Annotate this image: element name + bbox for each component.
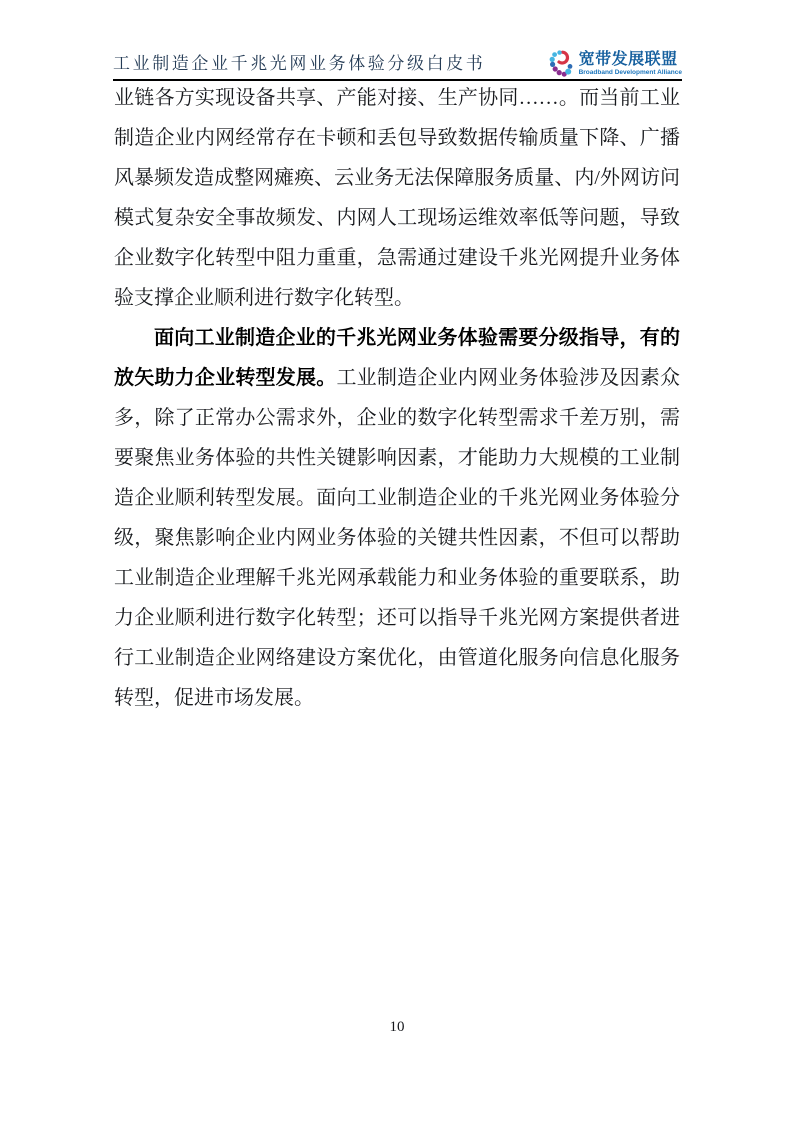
bda-logo-text (579, 51, 682, 77)
bda-logo (549, 49, 682, 80)
logo-dot (567, 64, 572, 69)
page-body (114, 78, 680, 718)
logo-dot (550, 62, 555, 67)
logo-dot (549, 57, 554, 62)
logo-subtitle: Broadband Development Alliance (578, 69, 682, 76)
paragraph-2 (114, 318, 680, 718)
bda-logo-icon (549, 49, 575, 79)
header-title: 工业制造企业千兆光网业务体验分级白皮书 (113, 54, 486, 73)
logo-dot (557, 50, 561, 54)
logo-dot (552, 52, 557, 57)
paragraph-2-bold-lead: 面向工业制造企业的千兆光网业务体验需要分级指导，有的放矢助力企业转型发展。 (114, 327, 680, 389)
logo-dot (556, 70, 561, 75)
logo-name: 宽带发展联盟 (578, 51, 678, 68)
paragraph-1 (114, 78, 680, 318)
paragraph-2-text: 工业制造企业内网业务体验涉及因素众多，除了正常办公需求外，企业的数字化转型需求千差万别，需要聚焦业务体验的共性关键影响因素，才能助力大规模的工业制造企业顺利转型发展。面向工业制造企业的千兆光网业务体验分级，聚焦影响企业内网业务体验的关键共性因素，不但可以帮助工业制造企业理解千兆光网承载能力和业务体验的重要联系，助力企业顺利进行数字化转型；还可以指导千兆光网方案提供者进行工业制造企业网络建设方案优化，由管道化服务向信息化服务转型，促进市场发展。 (114, 367, 681, 709)
page-footer (0, 1018, 794, 1036)
logo-dot (565, 69, 571, 75)
paragraph-1-text: 业链各方实现设备共享、产能对接、生产协同……。而当前工业制造企业内网经常存在卡顿和丢包导致数据传输质量下降、广播风暴频发造成整网瘫痪、云业务无法保障服务质量、内/外网访问模式复杂安全事故频发、内网人工现场运维效率低等问题，导致企业数字化转型中阻力重重，急需通过建设千兆光网提升业务体验支撑企业顺利进行数字化转型。 (114, 87, 680, 309)
page-header (113, 42, 682, 80)
logo-dot (552, 66, 557, 71)
page-number: 10 (389, 1019, 405, 1035)
